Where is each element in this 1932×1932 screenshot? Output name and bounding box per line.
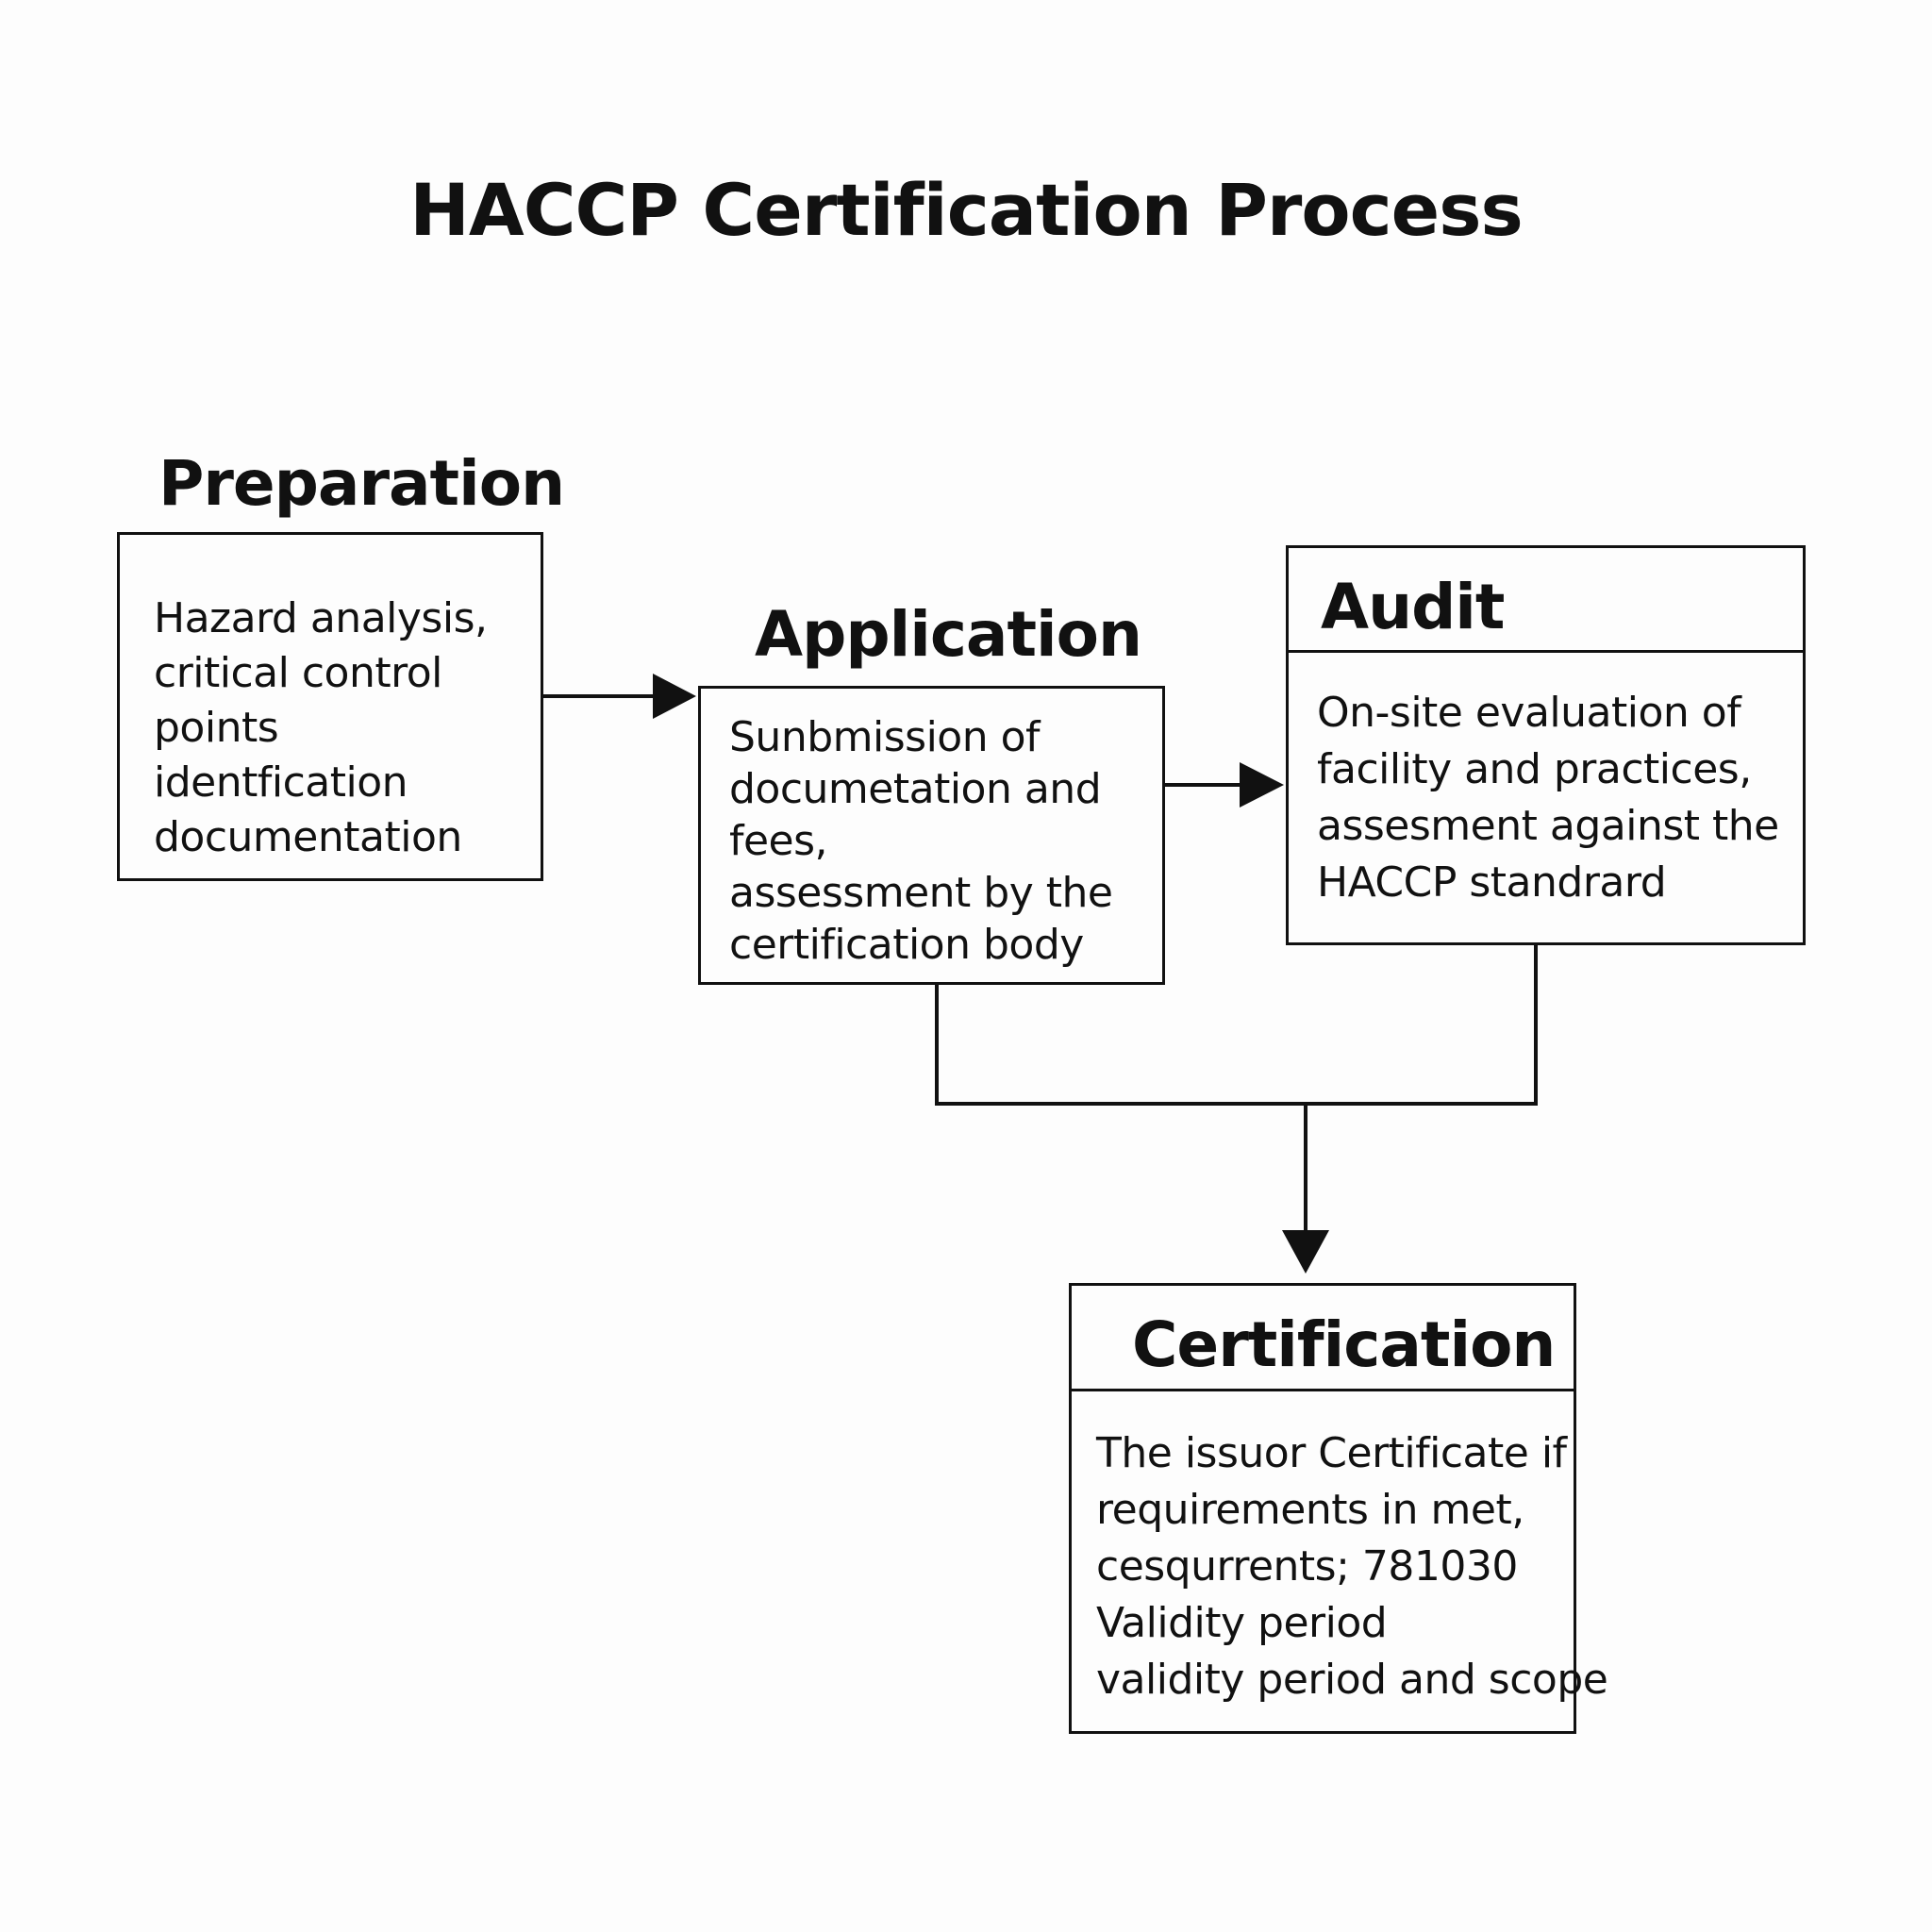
certification-box <box>1069 1283 1608 1734</box>
certification-description: The issuor Certificate if requirements in met, cesqurrents; 781030 Validity period validity period and scope <box>1096 1429 1608 1704</box>
audit-box <box>1286 545 1806 945</box>
preparation-label: Preparation <box>158 447 565 520</box>
audit-description: On-site evaluation of facility and practices, assesment against the HACCP standrard <box>1317 689 1779 907</box>
arrow-preparation-to-application-head <box>653 674 696 719</box>
application-description: Sunbmission of documetation and fees, assessment by the certification body <box>729 713 1113 969</box>
preparation-box <box>117 532 543 881</box>
audit-label: Audit <box>1289 548 1803 653</box>
arrow-application-to-audit-head <box>1240 762 1284 808</box>
certification-label: Certification <box>1072 1286 1574 1391</box>
application-label: Application <box>755 598 1141 671</box>
application-box <box>698 686 1165 985</box>
diagram-title: HACCP Certification Process <box>409 168 1523 252</box>
preparation-description: Hazard analysis, critical control points identfication documentation <box>154 594 488 861</box>
arrow-to-certification-head <box>1282 1230 1329 1274</box>
